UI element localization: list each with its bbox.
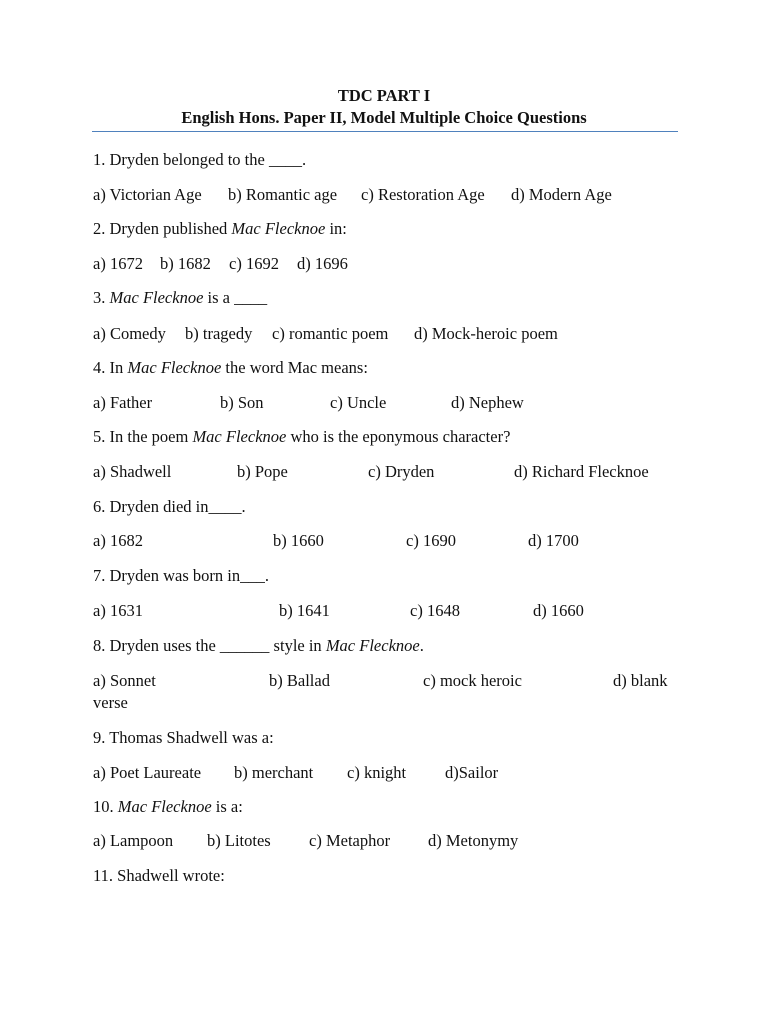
option-b: b) Ballad: [269, 671, 330, 690]
question-title-italic: Mac Flecknoe: [325, 636, 420, 655]
option-a: a) Lampoon: [93, 831, 174, 850]
question-text: 7. Dryden was born in___.: [93, 566, 269, 585]
option-d: d) Modern Age: [511, 185, 612, 204]
option-b: b) Pope: [237, 462, 288, 481]
question-text: 1. Dryden belonged to the ____.: [93, 150, 307, 169]
question-text-end: in:: [325, 219, 347, 238]
question-text: 8. Dryden uses the ______ style in: [93, 636, 326, 655]
question-text: 6. Dryden died in____.: [93, 497, 246, 516]
question-text: 11. Shadwell wrote:: [93, 866, 225, 885]
option-b: b) merchant: [234, 763, 314, 782]
document-title: TDC PART I: [337, 86, 431, 105]
option-d: d) blank: [613, 671, 668, 690]
question-2: [93, 218, 347, 240]
option-c: c) Dryden: [368, 462, 435, 481]
option-b: b) 1660: [273, 531, 324, 550]
header-divider: [92, 131, 678, 132]
option-d: d) Richard Flecknoe: [514, 462, 649, 481]
option-b: b) Son: [220, 393, 264, 412]
option-d: d) 1696: [297, 254, 348, 273]
question-9: [93, 727, 274, 749]
question-text-end: .: [419, 636, 424, 655]
option-a: a) Comedy: [93, 324, 166, 343]
option-d: d)Sailor: [445, 763, 499, 782]
option-c: c) Uncle: [330, 393, 387, 412]
option-b: b) 1682: [160, 254, 211, 273]
question-title-italic: Mac Flecknoe: [231, 219, 326, 238]
question-title-italic: Mac Flecknoe: [109, 288, 204, 307]
option-b: b) 1641: [279, 601, 330, 620]
document-subtitle: English Hons. Paper II, Model Multiple Choice Questions: [181, 108, 587, 127]
question-10: [93, 796, 243, 818]
option-a: a) Father: [93, 393, 153, 412]
option-c: c) 1690: [406, 531, 456, 550]
question-title-italic: Mac Flecknoe: [127, 358, 222, 377]
option-d: d) 1660: [533, 601, 584, 620]
question-11: [93, 865, 225, 887]
option-d-wrap: verse: [93, 693, 128, 712]
option-c: c) romantic poem: [272, 324, 389, 343]
option-a: a) Shadwell: [93, 462, 172, 481]
question-text-end: the word Mac means:: [221, 358, 368, 377]
question-title-italic: Mac Flecknoe: [192, 427, 287, 446]
option-b: b) Litotes: [207, 831, 271, 850]
option-c: c) knight: [347, 763, 407, 782]
question-8: [93, 635, 424, 657]
option-d: d) Mock-heroic poem: [414, 324, 558, 343]
question-text-end: who is the eponymous character?: [286, 427, 511, 446]
option-a: a) 1682: [93, 531, 143, 550]
option-a: a) Sonnet: [93, 671, 156, 690]
question-text: 10.: [93, 797, 118, 816]
option-a: a) 1672: [93, 254, 143, 273]
question-6: [93, 496, 246, 518]
option-a: a) Victorian Age: [93, 185, 202, 204]
question-text: 3.: [93, 288, 110, 307]
question-1: [93, 149, 306, 171]
question-title-italic: Mac Flecknoe: [117, 797, 212, 816]
question-4: [93, 357, 368, 379]
option-c: c) 1648: [410, 601, 460, 620]
question-5: [93, 426, 510, 448]
option-c: c) Restoration Age: [361, 185, 485, 204]
question-text-end: is a:: [211, 797, 243, 816]
option-a: a) 1631: [93, 601, 143, 620]
option-b: b) Romantic age: [228, 185, 338, 204]
option-d: d) Nephew: [451, 393, 524, 412]
question-text-end: is a ____: [203, 288, 268, 307]
option-c: c) 1692: [229, 254, 279, 273]
option-d: d) Metonymy: [428, 831, 519, 850]
question-text: 9. Thomas Shadwell was a:: [93, 728, 274, 747]
option-b: b) tragedy: [185, 324, 253, 343]
question-7: [93, 565, 269, 587]
option-c: c) Metaphor: [309, 831, 391, 850]
question-text: 4. In: [93, 358, 128, 377]
question-text: 2. Dryden published: [93, 219, 232, 238]
option-d: d) 1700: [528, 531, 579, 550]
option-a: a) Poet Laureate: [93, 763, 202, 782]
question-text: 5. In the poem: [93, 427, 193, 446]
question-8-option-d-continued: [93, 692, 128, 714]
question-3: [93, 287, 267, 309]
option-c: c) mock heroic: [423, 671, 522, 690]
